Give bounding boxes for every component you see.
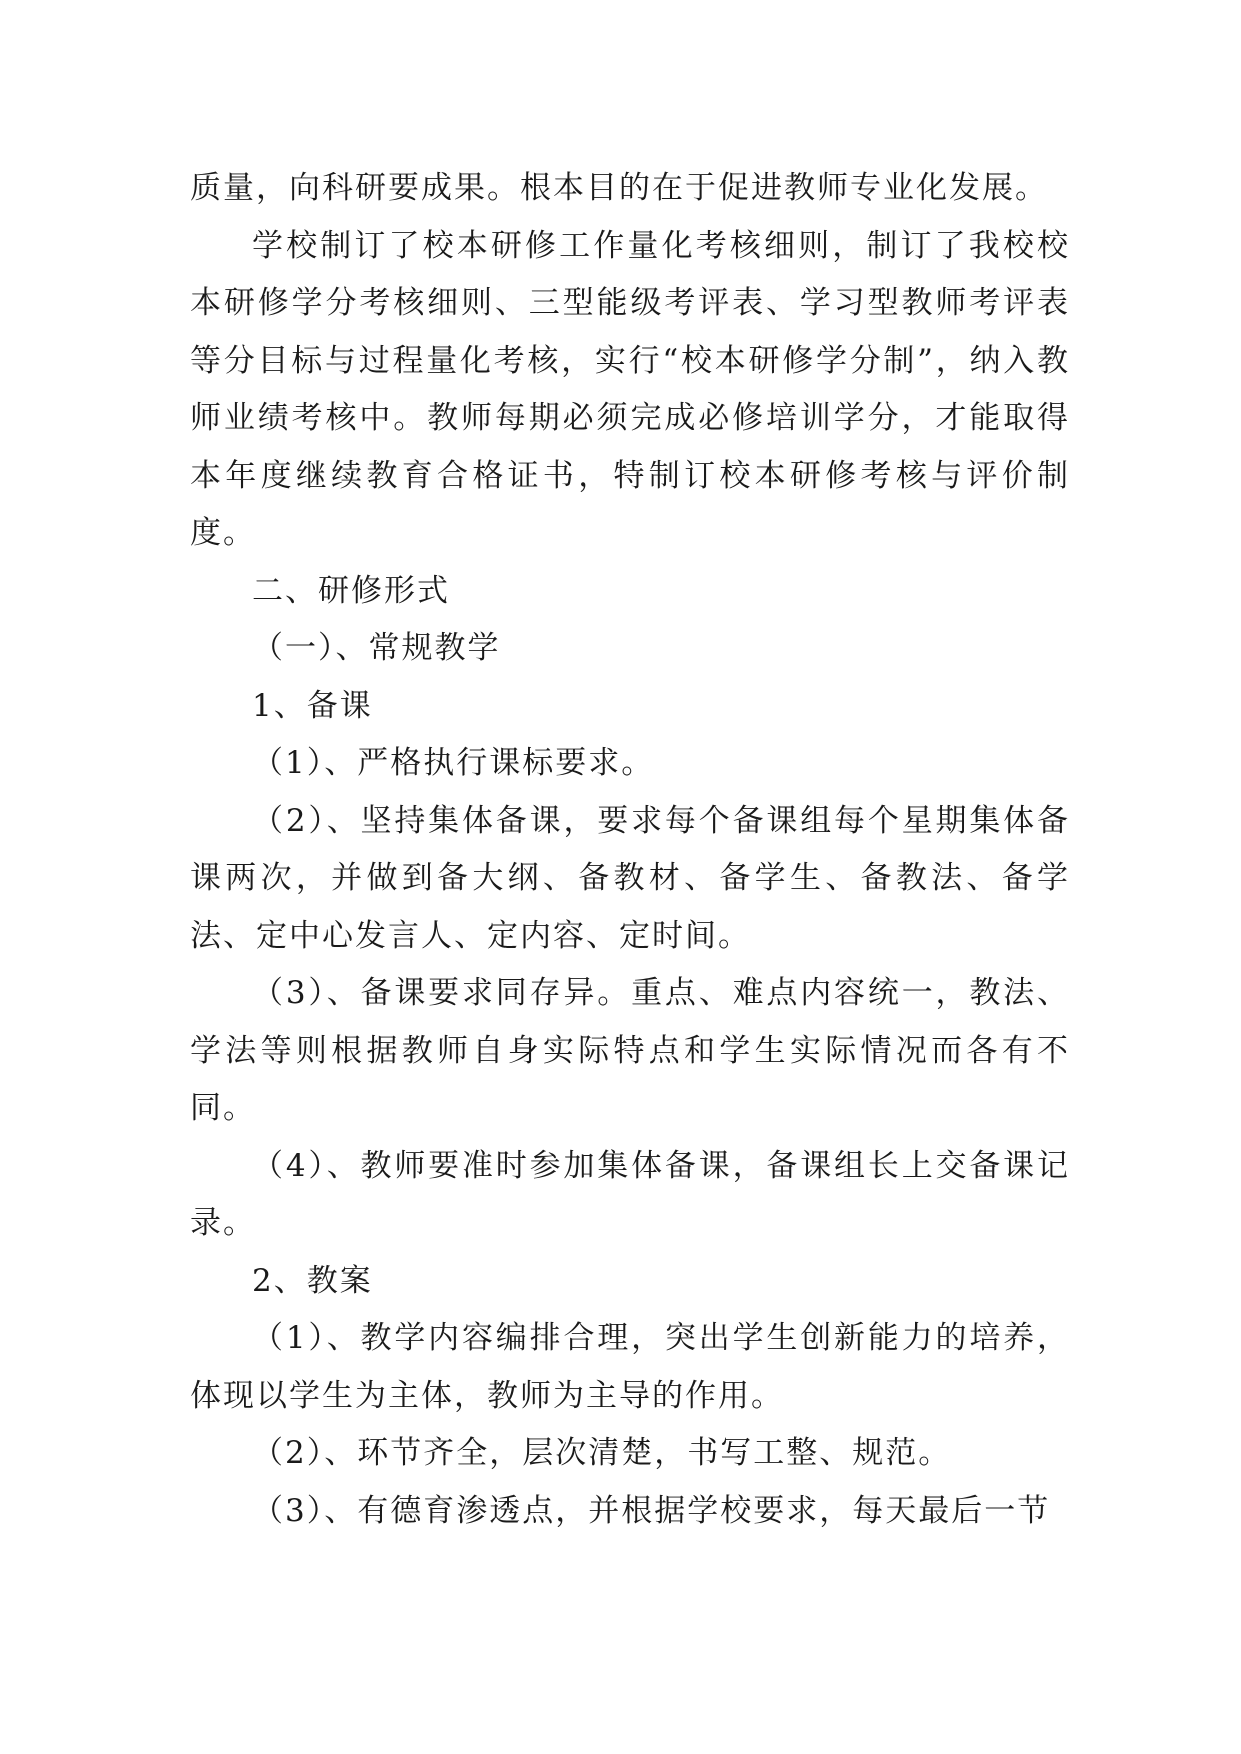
paragraph-assessment-rules: 学校制订了校本研修工作量化考核细则，制订了我校校本研修学分考核细则、三型能级考评表、学习型教师考评表等分目标与过程量化考核，实行“校本研修学分制”，纳入教师业绩考核中。教师每期必须完成必修培训学分，才能取得本年度继续教育合格证书，特制订校本研修考核与评价制度。 (190, 227, 1070, 551)
paragraph-plan-item-1: （1）、教学内容编排合理，突出学生创新能力的培养，体现以学生为主体，教师为主导的作用。 (190, 1320, 1070, 1414)
item-heading-lesson-preparation: 1、备课 (252, 687, 373, 724)
paragraph-prep-item-3: （3）、备课要求同存异。重点、难点内容统一，教法、学法等则根据教师自身实际特点和学生实际情况而各有不同。 (190, 975, 1070, 1126)
subsection-heading-routine-teaching: （一）、常规教学 (252, 630, 501, 666)
paragraph-plan-item-2: （2）、环节齐全，层次清楚，书写工整、规范。 (252, 1435, 952, 1471)
paragraph-prep-item-4: （4）、教师要准时参加集体备课，备课组长上交备课记录。 (190, 1147, 1070, 1241)
paragraph-prep-item-2: （2）、坚持集体备课，要求每个备课组每个星期集体备课两次，并做到备大纲、备教材、备学生、备教法、备学法、定中心发言人、定内容、定时间。 (190, 802, 1070, 954)
paragraph-prep-item-1: （1）、严格执行课标要求。 (252, 745, 655, 781)
section-heading-training-forms: 二、研修形式 (252, 572, 450, 609)
document-body (190, 160, 1070, 1540)
paragraph-plan-item-3: （3）、有德育渗透点，并根据学校要求，每天最后一节 (252, 1492, 1051, 1529)
paragraph-continuation: 质量，向科研要成果。根本目的在于促进教师专业化发展。 (190, 170, 1048, 206)
item-heading-lesson-plans: 2、教案 (252, 1262, 373, 1299)
